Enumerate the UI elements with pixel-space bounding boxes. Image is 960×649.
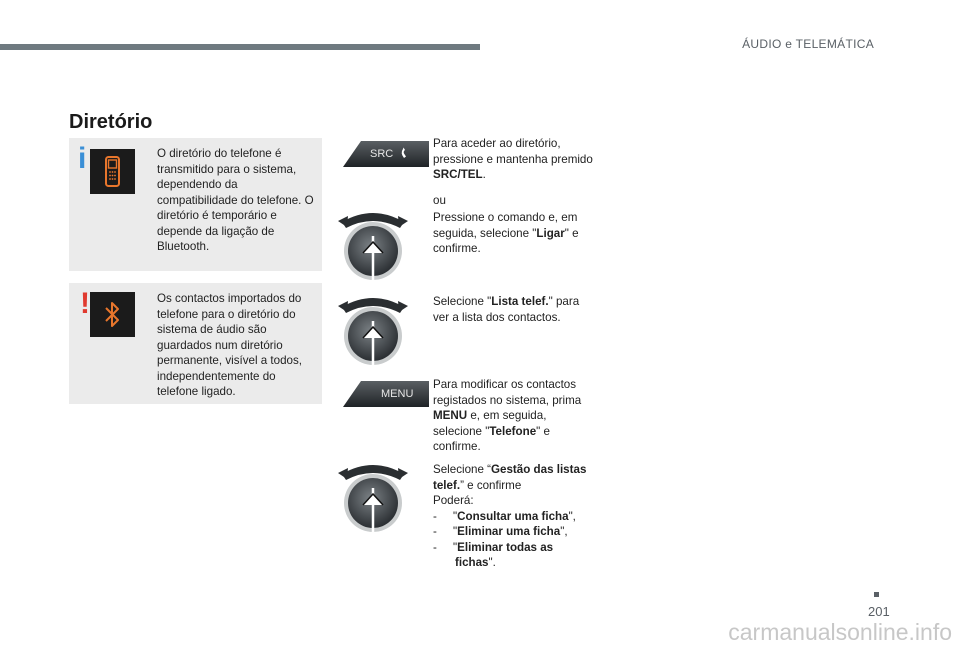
header-bar	[0, 44, 480, 50]
bluetooth-icon	[90, 292, 135, 337]
watermark: carmanualsonline.info	[728, 619, 952, 645]
footer-marker	[874, 592, 879, 597]
step-select-call: Pressione o comando e, em seguida, selecione "Ligar" e confirme.	[433, 211, 579, 255]
step-modify-contacts: Para modificar os contactos registados no sistema, prima MENU e, em seguida, selecione "Telefone" e confirme.	[433, 378, 582, 453]
step-contact-list: Selecione "Lista telef." para ver a lista dos contactos.	[433, 295, 580, 324]
mobile-phone-icon	[90, 149, 135, 194]
src-button-label: SRC	[370, 148, 394, 160]
rotary-knob-icon	[338, 291, 408, 376]
step-access-directory: Para aceder ao diretório, pressione e mantenha premido SRC/TEL.	[433, 137, 593, 181]
page-title: Diretório	[69, 111, 153, 133]
warning-mark: !	[80, 287, 90, 320]
page-number: 201	[868, 604, 890, 619]
warning-note-text: Os contactos importados do telefone para o diretório do sistema de áudio são guardados num diretório permanente, visível a todos, independentemente do telefone ligado.	[157, 292, 303, 398]
step-manage-lists: Selecione “Gestão das listas telef.” e confirme Poderá: - "Consultar uma ficha", - "Eliminar uma ficha", - "Eliminar todas as fichas".	[433, 462, 593, 571]
src-tel-button	[343, 141, 429, 172]
option-delete-all: - "Eliminar todas as fichas".	[433, 540, 554, 569]
warning-note	[69, 283, 322, 404]
menu-button	[343, 381, 429, 412]
step-or-label: ou	[433, 194, 446, 207]
section-title: ÁUDIO e TELEMÁTICA	[742, 37, 874, 51]
option-consult-entry: - "Consultar uma ficha",	[433, 509, 576, 523]
rotary-knob-icon	[338, 458, 408, 543]
info-mark: i	[78, 142, 87, 175]
info-note	[69, 138, 322, 271]
option-delete-entry: - "Eliminar uma ficha",	[433, 525, 568, 538]
menu-button-label: MENU	[381, 388, 414, 400]
info-note-text: O diretório do telefone é transmitido para o sistema, dependendo da compatibilidade do telefone. O diretório é temporário e depende da ligação de Bluetooth.	[157, 147, 314, 253]
rotary-knob-icon	[338, 206, 408, 291]
